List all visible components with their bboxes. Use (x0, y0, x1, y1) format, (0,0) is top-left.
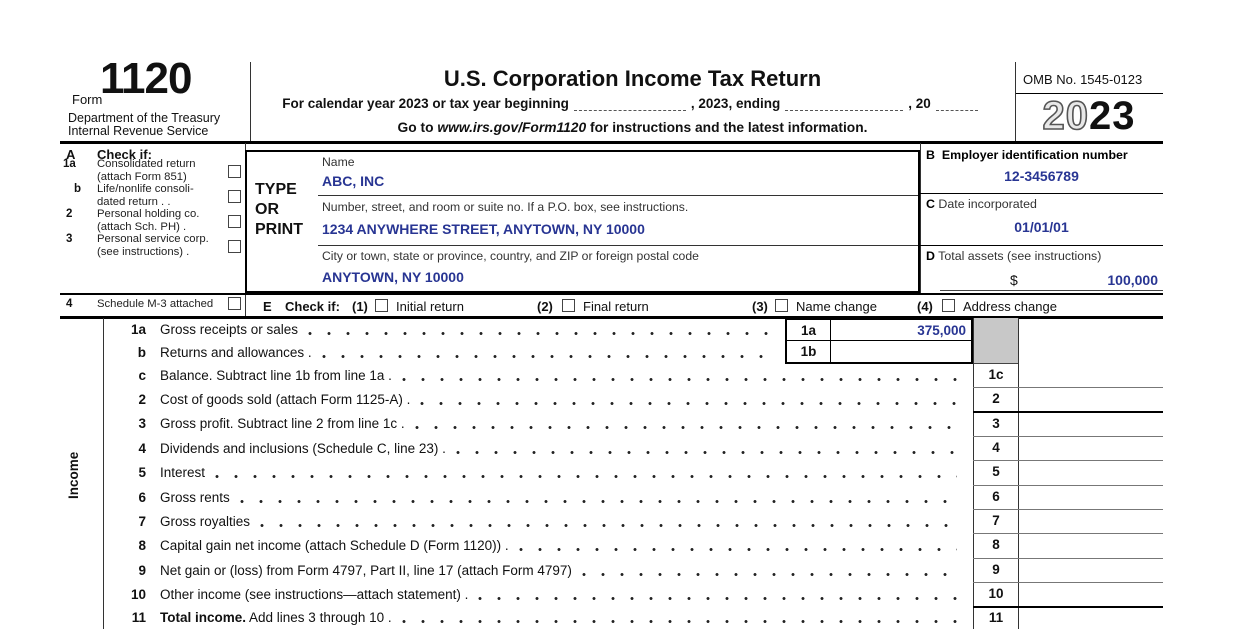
a-item-4-label: Schedule M-3 attached (97, 298, 214, 310)
personal-service-checkbox[interactable] (228, 240, 241, 253)
a-item-b-label: Life/nonlife consoli- dated return . . (97, 183, 194, 208)
street-city-divider (318, 245, 918, 246)
row-label: Capital gain net income (attach Schedule D (Form 1120)) . (160, 538, 509, 553)
line-8-amount[interactable] (1019, 534, 1163, 557)
name-change-checkbox[interactable] (775, 299, 788, 312)
e2-num: (2) (537, 299, 553, 314)
year-bold: 23 (1089, 94, 1136, 138)
a-item-b-num: b (74, 183, 82, 195)
income-sidebar-label: Income (66, 451, 81, 500)
line-2-amount[interactable] (1019, 388, 1163, 411)
schedule-m3-checkbox[interactable] (228, 297, 241, 310)
omb-number: OMB No. 1545-0123 (1023, 72, 1143, 87)
income-row-4 (104, 436, 965, 460)
calendar-year-line (250, 96, 1015, 111)
line-5-ref: 5 (992, 464, 1000, 479)
line-6-ref: 6 (992, 489, 1000, 504)
row-num: 7 (138, 513, 146, 529)
row-num: 3 (138, 416, 146, 431)
section-d-label: D Total assets (see instructions) (926, 249, 1102, 263)
irs-url: www.irs.gov/Form1120 (437, 120, 587, 135)
income-row-10 (104, 582, 965, 606)
row-num: c (138, 367, 146, 383)
row-label: Returns and allowances . (160, 344, 312, 360)
dot-leader (478, 597, 957, 601)
dot-leader (402, 378, 957, 382)
tax-year-badge (1015, 94, 1163, 139)
row-label: Other income (see instructions—attach statement) . (160, 586, 469, 602)
name-field[interactable]: ABC, INC (322, 173, 385, 189)
b-c-divider (920, 193, 1163, 194)
line-3-amount[interactable] (1019, 413, 1163, 436)
header-divider-left (250, 62, 251, 143)
a-item-3-num: 3 (66, 233, 73, 245)
line-7-amount[interactable] (1019, 510, 1163, 533)
dot-leader (215, 475, 957, 479)
line-7-ref: 7 (992, 513, 1000, 528)
section-e-letter: E (263, 299, 272, 314)
row-label: Gross receipts or sales (160, 322, 299, 337)
line-1c-ref: 1c (988, 367, 1004, 382)
income-row-1c (104, 363, 965, 387)
section-e-title: Check if: (285, 299, 340, 314)
header-bottom-border (60, 141, 1163, 144)
a-item-2-num: 2 (66, 208, 73, 220)
life-nonlife-checkbox[interactable] (228, 190, 241, 203)
income-row-11 (104, 606, 965, 629)
consolidated-return-checkbox[interactable] (228, 165, 241, 178)
c-d-divider (920, 245, 1163, 246)
goto-instructions-line (250, 120, 1015, 135)
line-9-amount[interactable] (1019, 559, 1163, 582)
a-item-4-num: 4 (66, 298, 73, 310)
line-1c-amount[interactable] (1019, 364, 1163, 387)
form-number: 1120 (100, 54, 192, 103)
dot-leader (420, 402, 957, 406)
e1-num: (1) (352, 299, 368, 314)
ending-year-blank[interactable] (936, 97, 978, 111)
line-11-ref: 11 (988, 610, 1004, 625)
line-6-amount[interactable] (1019, 486, 1163, 509)
goto-suffix: for instructions and the latest information. (586, 120, 868, 135)
a-item-3-label: Personal service corp. (see instructions) . (97, 233, 209, 258)
row-label: Net gain or (loss) from Form 4797, Part II, line 17 (attach Form 4797) (160, 562, 572, 578)
line-1b-ref: 1b (787, 341, 831, 362)
income-row-7 (104, 509, 965, 533)
dept-irs: Internal Revenue Service (68, 124, 209, 138)
initial-return-checkbox[interactable] (375, 299, 388, 312)
e2-label: Final return (583, 299, 649, 314)
line-1a-amount[interactable]: 375,000 (917, 322, 966, 338)
dot-leader (519, 548, 957, 552)
street-label: Number, street, and room or suite no. If a P.O. box, see instructions. (322, 200, 689, 214)
line-1a-entry-row (787, 320, 971, 341)
income-row-1b (104, 341, 780, 363)
e4-label: Address change (963, 299, 1057, 314)
row-label: Gross royalties (160, 513, 251, 529)
calendar-text-2: , 2023, ending (690, 96, 781, 111)
row-label: Gross profit. Subtract line 2 from line 1c . (160, 416, 405, 431)
personal-holding-checkbox[interactable] (228, 215, 241, 228)
row-num: 10 (130, 586, 146, 602)
ein-field[interactable]: 12-3456789 (1004, 168, 1079, 184)
col-divider-b (920, 143, 921, 293)
line-10-ref: 10 (988, 586, 1004, 601)
line-10-amount[interactable] (1019, 583, 1163, 606)
income-row-8 (104, 533, 965, 558)
line-1a-1b-entry-box (785, 318, 973, 364)
section-a-title: Check if: (97, 147, 152, 162)
income-row-1a (104, 318, 780, 341)
row-num: 5 (138, 465, 146, 480)
e3-label: Name change (796, 299, 877, 314)
line-1a-ref: 1a (787, 320, 831, 340)
city-field[interactable]: ANYTOWN, NY 10000 (322, 269, 464, 285)
city-label: City or town, state or province, country, and ZIP or foreign postal code (322, 249, 699, 263)
income-row-3 (104, 411, 965, 436)
section-a-letter: A (66, 147, 76, 162)
page-title: U.S. Corporation Income Tax Return (443, 66, 822, 91)
dot-leader (240, 500, 957, 504)
row-num: b (137, 344, 146, 360)
e3-num: (3) (752, 299, 768, 314)
form-word: Form (72, 92, 103, 107)
total-assets-field[interactable]: 100,000 (1107, 272, 1158, 288)
final-return-checkbox[interactable] (562, 299, 575, 312)
dot-leader (402, 620, 957, 624)
row-label: Cost of goods sold (attach Form 1125-A) . (160, 391, 411, 407)
total-assets-underline (940, 290, 1163, 291)
name-street-divider (318, 195, 918, 196)
income-row-5 (104, 460, 965, 485)
row-label: Interest (160, 465, 206, 480)
row-label: Balance. Subtract line 1b from line 1a . (160, 367, 392, 383)
line-8-ref: 8 (992, 537, 1000, 552)
line-3-ref: 3 (992, 416, 1000, 431)
income-row-6 (104, 485, 965, 509)
type-or-print-label: TYPE OR PRINT (255, 181, 303, 238)
row-num: 8 (138, 538, 146, 553)
line-5-amount[interactable] (1019, 461, 1163, 484)
row-num: 1a (130, 322, 146, 337)
row-num: 6 (138, 489, 146, 505)
section-b-label: B Employer identification number (926, 148, 1128, 162)
line-9-ref: 9 (992, 562, 1000, 577)
section-c-label: C Date incorporated (926, 197, 1037, 211)
income-row-9 (104, 558, 965, 582)
dot-leader (582, 573, 957, 577)
type-or-print-box (245, 150, 920, 293)
line-11-amount[interactable] (1019, 607, 1163, 629)
row-num: 2 (138, 391, 146, 407)
a-item-1a-label: Consolidated return (attach Form 851) (97, 158, 196, 183)
calendar-text-3: , 20 (908, 96, 931, 111)
address-change-checkbox[interactable] (942, 299, 955, 312)
street-field[interactable]: 1234 ANYWHERE STREET, ANYTOWN, NY 10000 (322, 221, 645, 237)
header-divider-right (1015, 62, 1016, 143)
dot-leader (260, 524, 957, 528)
dot-leader (456, 451, 957, 455)
goto-prefix: Go to (397, 120, 438, 135)
e4-num: (4) (917, 299, 933, 314)
e1-label: Initial return (396, 299, 464, 314)
calendar-text-1: For calendar year 2023 or tax year beginning (282, 96, 569, 111)
row-num: 9 (138, 562, 146, 578)
dot-leader (308, 332, 772, 336)
row-num: 4 (138, 440, 146, 456)
income-row-2 (104, 387, 965, 411)
dollar-sign: $ (1010, 272, 1018, 288)
a-item-2-label: Personal holding co. (attach Sch. PH) . (97, 208, 200, 233)
row-label: Gross rents (160, 489, 230, 505)
date-incorporated-field[interactable]: 01/01/01 (1014, 219, 1069, 235)
row-num: 11 (131, 610, 146, 625)
row-label: Total income. Add lines 3 through 10 . (160, 610, 392, 625)
address-section-bottom-border (60, 293, 1163, 295)
year-outline: 20 (1042, 94, 1089, 138)
dot-leader (415, 426, 957, 430)
tax-year-beginning-blank[interactable] (574, 97, 686, 111)
name-label: Name (322, 155, 355, 169)
line-4-amount[interactable] (1019, 437, 1163, 460)
row-label: Dividends and inclusions (Schedule C, line 23) . (160, 440, 446, 456)
shaded-cell (974, 318, 1018, 363)
a-item-1a-num: 1a (63, 158, 76, 170)
dot-leader (322, 355, 772, 359)
tax-year-ending-blank[interactable] (785, 97, 903, 111)
line-1b-entry-row (787, 341, 971, 362)
line-2-ref: 2 (992, 391, 1000, 406)
dept-treasury: Department of the Treasury (68, 111, 221, 125)
line-4-ref: 4 (992, 440, 1000, 455)
